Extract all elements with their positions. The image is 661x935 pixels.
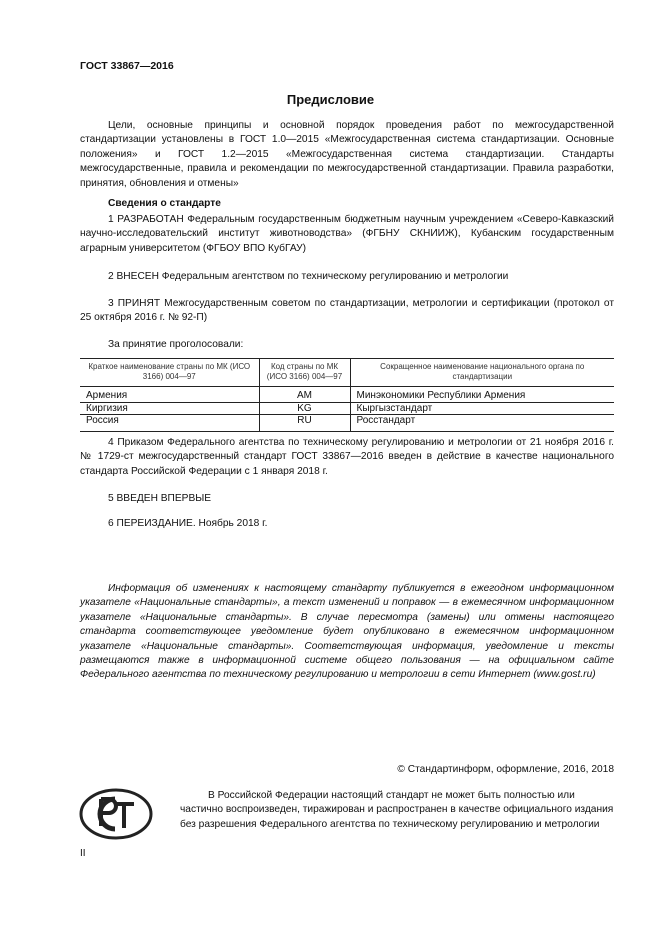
info-heading: Сведения о стандарте — [108, 198, 221, 209]
column-header-code: Код страны по МК (ИСО 3166) 004—97 — [259, 359, 350, 387]
table-row — [80, 402, 614, 415]
country-code-cell: AM — [259, 387, 350, 403]
item-introduced: 2 ВНЕСЕН Федеральным агентством по техническому регулированию и метрологии — [108, 271, 509, 282]
standards-body-cell: Минэкономики Республики Армения — [350, 387, 614, 403]
standards-body-cell: Кыргызстандарт — [350, 402, 614, 415]
page-title: Предисловие — [286, 92, 375, 107]
rights-notice: В Российской Федерации настоящий стандарт не может быть полностью или частично воспроизведен, тиражирован и распространен в качестве официального издания без разрешения Федерального агентства по техническому регулированию и метрологии — [180, 790, 614, 830]
item-adopted: 3 ПРИНЯТ Межгосударственным советом по стандартизации, метрологии и сертификации (протокол от 25 октября 2016 г. № 92-П) — [80, 298, 614, 324]
gost-r-certification-mark-icon — [78, 786, 154, 842]
country-name-cell: Россия — [80, 415, 259, 432]
intro-paragraph: Цели, основные принципы и основной порядок проведения работ по межгосударственной стандартизации установлены в ГОСТ 1.0—2015 «Межгосударственная система стандартизации. Основные положения» и ГОСТ 1.2—2015 «Межгосударственная система стандартизации. Стандарты межгосударственные, правила и рекомендации по межгосударственной стандартизации. Правила разработки, принятия, обновления и отмены» — [80, 120, 614, 189]
member-states-table — [80, 358, 614, 432]
country-code-cell: RU — [259, 415, 350, 432]
table-header-row — [80, 359, 614, 387]
item-reissue: 6 ПЕРЕИЗДАНИЕ. Ноябрь 2018 г. — [108, 518, 268, 529]
copyright-line: © Стандартинформ, оформление, 2016, 2018 — [397, 764, 614, 775]
changes-info-notice: Информация об изменениях к настоящему стандарту публикуется в ежегодном информационном указателе «Национальные стандарты», а текст изменений и поправок — в ежемесячном информационном указателе «Национальные стандарты». В случае пересмотра (замены) или отмены настоящего стандарта соответствующее уведомление будет опубликовано в ежемесячном информационном указателе «Национальные стандарты». Соответствующая информация, уведомление и тексты размещаются также в информационной системе общего пользования — на официальном сайте Федерального агентства по техническому регулированию и метрологии в сети Интернет (www.gost.ru) — [80, 583, 614, 681]
table-row — [80, 387, 614, 403]
table-row — [80, 415, 614, 432]
item-order: 4 Приказом Федерального агентства по техническому регулированию и метрологии от 21 ноября 2016 г. № 1729-ст межгосударственный стандарт ГОСТ 33867—2016 введен в действие в качестве национального стандарта Российской Федерации с 1 января 2018 г. — [80, 437, 614, 477]
item-first: 5 ВВЕДЕН ВПЕРВЫЕ — [108, 493, 212, 504]
document-code-header: ГОСТ 33867—2016 — [80, 60, 174, 72]
country-name-cell: Киргизия — [80, 402, 259, 415]
standards-body-cell: Росстандарт — [350, 415, 614, 432]
country-code-cell: KG — [259, 402, 350, 415]
column-header-body: Сокращенное наименование национального органа по стандартизации — [350, 359, 614, 387]
item-developed: 1 РАЗРАБОТАН Федеральным государственным бюджетным научным учреждением «Северо-Кавказский научно-исследовательский институт животноводства» (ФГБНУ СКНИИЖ), Кубанским государственным аграрным университетом (ФГБОУ ВПО КубГАУ) — [80, 214, 614, 254]
column-header-country: Краткое наименование страны по МК (ИСО 3166) 004—97 — [80, 359, 259, 387]
page-number: II — [80, 848, 86, 859]
country-name-cell: Армения — [80, 387, 259, 403]
voted-label: За принятие проголосовали: — [108, 339, 244, 350]
